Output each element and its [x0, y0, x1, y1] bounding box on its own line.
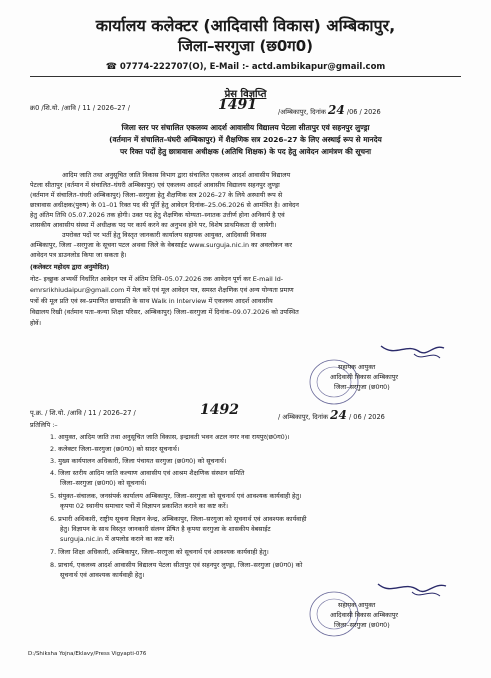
- note-line: पत्रों की मूल प्रति एवं स्व–प्रमाणित छायाप्रति के साथ Walk in Interview में एकलव्य आदर्श आवासीय: [30, 297, 273, 305]
- body-line: हेतु अंतिम तिथि 05.07.2026 तक होगी। उक्त पद हेतु शैक्षणिक योग्यता–स्नातक उत्तीर्ण होना अनिवार्य है एवं: [30, 211, 285, 219]
- contact-text: 07774-222707(O), E-Mail :- actd.ambikapur@gmail.com: [119, 62, 386, 72]
- body-line: (वर्तमान में संचालित–घंघरी अम्बिकापुर) जिला–सरगुजा हेतु शैक्षणिक सत्र 2026–27 के लिये अस्थायी रूप से: [30, 191, 283, 199]
- contact-line: [0, 62, 491, 72]
- signature1-office: आदिवासी विकास अम्बिकापुर: [330, 373, 398, 381]
- ref1-day: 24: [328, 103, 345, 117]
- ref1-place-date: [278, 103, 381, 117]
- ref2-month-year: / 06 / 2026: [348, 413, 385, 421]
- ref1-number: 1491: [218, 97, 257, 113]
- body-line: आवेदन पत्र डाउनलोड किया जा सकता है।: [30, 251, 127, 259]
- list-item: जिला–सरगुजा (छ0ग0) को सूचनार्थ।: [60, 479, 147, 487]
- note-line: emrsrikhiudaipur@gmail.com में मेल करें एवं मूल आवेदन पत्र, समस्त शैक्षणिक एवं अन्य योग्यता प्रमाण: [30, 286, 294, 294]
- phone-icon: ☎: [105, 62, 117, 72]
- ref1-suffix: /अम्बिकापुर, दिनांक: [278, 108, 326, 116]
- office-title: कार्यालय कलेक्टर (आदिवासी विकास) अम्बिकापुर,: [95, 16, 396, 35]
- ref2-day: 24: [330, 408, 347, 422]
- body-line: छात्रावास अधीक्षक(पुरुष) के 01–01 रिक्त पद की पूर्ति हेतु आवेदन दिनांक–25.06.2026 से आमंत्रित है। आवेदन: [30, 201, 299, 209]
- list-item: 1. आयुक्त, आदिम जाति तथा अनुसूचित जाति विकास, इन्द्रावती भवन अटल नगर नवा रायपुर(छ0ग0)।: [50, 433, 290, 441]
- list-item: 5. संयुक्त–संचालक, जनसंपर्क कार्यालय अम्बिकापुर, जिला–सरगुजा को सूचनार्थ एवं आवश्यक कार्यवाही हेतु।: [50, 492, 302, 500]
- body-line: पेटला सीतापुर (वर्तमान में संचालित–घंघरी अम्बिकापुर) एवं एकलव्य आदर्श आवासीय विद्यालय सहनपुर लुण्ड्रा: [30, 181, 280, 189]
- list-item: कृपया 02 स्थानीय समाचार पत्रों में विज्ञापन प्रकाशित कराने का कष्ट करें।: [60, 502, 228, 510]
- subject-line-1: जिला स्तर पर संचालित एकलव्य आदर्श आवासीय विद्यालय पेटला सीतापुर एवं सहनपुर लुण्ड्रा: [121, 123, 370, 132]
- signature2-office: आदिवासी विकास अम्बिकापुर: [330, 611, 398, 619]
- district-title: जिला–सरगुजा (छ0ग0): [177, 37, 314, 55]
- ref2-prefix: पृ.क्र. / शि.यो. /आवि / 11 / 2026–27 /: [30, 409, 136, 417]
- ref2-number: 1492: [200, 402, 239, 418]
- signature2-designation: सहायक आयुक्त: [338, 601, 376, 609]
- list-item: 8. प्राचार्य, एकलव्य आदर्श आवासीय विद्यालय पेटला सीतापुर एवं सहनपुर लुण्ड्रा, जिला–सरगुजा (छ0ग0) को: [50, 561, 303, 569]
- note-line: होवें।: [30, 319, 42, 327]
- note-line: नोट– इच्छुक अभ्यर्थी निर्धारित आवेदन पत्र में अंतिम तिथि–05.07.2026 तक आवेदन पूर्ण कर E-mail Id-: [30, 275, 284, 283]
- note-line: विद्यालय रिखी (वर्तमान पता–कन्या शिक्षा परिसर, अम्बिकापुर) जिला–सरगुजा में दिनांक–09.07.2026 को उपस्थित: [30, 308, 299, 316]
- header-divider: [30, 76, 461, 77]
- file-path-footer: D:/Shiksha Yojna/Eklavy/Press Vigyapti-076: [28, 651, 147, 657]
- signature1-district: जिला–सरगुजा (छ0ग0): [334, 383, 390, 391]
- reference-line-1: [30, 103, 130, 112]
- subject-line-2: (वर्तमान में संचालित–घंघरी अम्बिकापुर) में शैक्षणिक सत्र 2026–27 के लिए अस्थाई रूप से मानदेय: [109, 135, 382, 144]
- signature1-designation: सहायक आयुक्त: [338, 363, 376, 371]
- ref1-prefix: क्र0 /शि.यो. /आवि / 11 / 2026–27 /: [30, 104, 130, 112]
- body-line: आदिम जाति तथा अनुसूचित जाति विकास विभाग द्वारा संचालित एकलव्य आदर्श आवासीय विद्यालय: [62, 171, 291, 179]
- body-line: उपरोक्त पदों पर भर्ती हेतु विस्तृत जानकारी कार्यालय सहायक आयुक्त, आदिवासी विकास: [62, 231, 267, 239]
- list-item: 6. प्रभारी अधिकारी, राष्ट्रीय सूचना विज्ञान केन्द्र, अम्बिकापुर, जिला–सरगुजा को सूचनार्थ एवं आवश्यक कार्यवाही: [50, 515, 307, 523]
- list-item: 4. जिला स्तरीय आदिम जाति कल्याण आवासीय एवं आश्रम शैक्षणिक संस्थान समिति: [50, 469, 245, 477]
- list-item: हेतु। विज्ञापन के साथ विस्तृत जानकारी संलग्न प्रेषित है कृपया सरगुजा के शासकीय वेबसाईट: [60, 525, 271, 533]
- copy-to-label: प्रतिलिपि :–: [30, 421, 58, 429]
- approval-note: (कलेक्टर महोदय द्वारा अनुमोदित): [30, 263, 110, 271]
- ref1-month-year: /06 / 2026: [346, 108, 381, 116]
- press-release-title: प्रेस विज्ञप्ति: [224, 89, 267, 100]
- body-line: अम्बिकापुर, जिला –सरगुजा के सूचना पटल अथवा जिले के वेबसाईट www.surguja.nic.in का अवलोकन कर: [30, 241, 293, 249]
- ref2-place-date: [278, 408, 385, 422]
- ref2-suffix: / अम्बिकापुर, दिनांक: [278, 413, 329, 421]
- list-item: 7. जिला शिक्षा अधिकारी, अम्बिकापुर, जिला–सरगुजा को सूचनार्थ एवं आवश्यक कार्यवाही हेतु।: [50, 548, 269, 556]
- list-item: सूचनार्थ एवं आवश्यक कार्यवाही हेतु।: [60, 571, 145, 579]
- signature2-district: जिला–सरगुजा (छ0ग0): [334, 621, 390, 629]
- list-item: surguja.nic.in में अपलोड कराने का कष्ट करें।: [60, 535, 175, 543]
- list-item: 2. कलेक्टर जिला–सरगुजा (छ0ग0) को सादर सूचनार्थ।: [50, 445, 180, 453]
- reference-line-2: [30, 408, 136, 417]
- subject-line-3: पर रिक्त पदों हेतु छात्रावास अधीक्षक (अतिथि शिक्षक) के पद हेतु आवेदन आमंत्रण की सूचना: [119, 147, 372, 156]
- list-item: 3. मुख्य कार्यपालन अधिकारी, जिला पंचायत सरगुजा (छ0ग0) को सूचनार्थ।: [50, 457, 227, 465]
- body-line: शासकीय आवासीय संस्था में अधीक्षक पद पर कार्य करने का अनुभव होने पर, विशेष प्राथमिकता दी जायेगी।: [30, 221, 277, 229]
